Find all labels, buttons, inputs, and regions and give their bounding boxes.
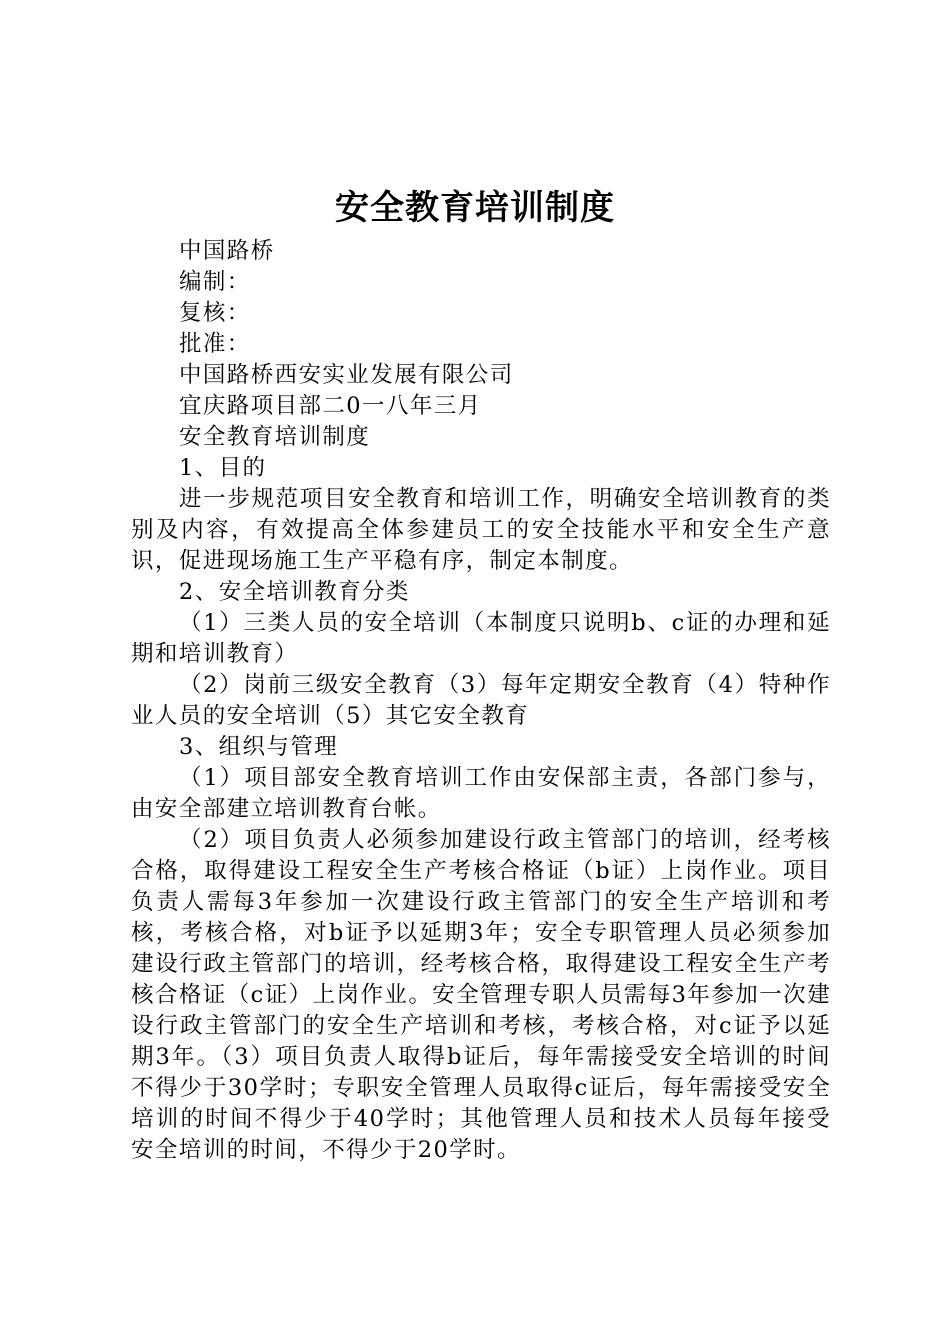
project-department-date: 宜庆路项目部二0一八年三月 (179, 393, 482, 419)
classification-item-1: （1）三类人员的安全培训（本制度只说明b、c证的办理和延期和培训教育） (131, 610, 831, 667)
section-purpose-text: 进一步规范项目安全教育和培训工作，明确安全培训教育的类别及内容，有效提高全体参建员工的安全技能水平和安全生产意识，促进现场施工生产平稳有序，制定本制度。 (131, 486, 831, 574)
document-body (131, 236, 831, 1166)
classification-item-2: （2）岗前三级安全教育（3）每年定期安全教育（4）特种作业人员的安全培训（5）其它安全教育 (131, 672, 831, 729)
document-title: 安全教育培训制度 (335, 188, 615, 228)
reviewed-by-label: 复核： (179, 300, 251, 326)
management-item-2: （2）项目负责人必须参加建设行政主管部门的培训，经考核合格，取得建设工程安全生产考核合格证（b证）上岗作业。项目负责人需每3年参加一次建设行政主管部门的安全生产培训和考核，考核合格，对b证予以延期3年；安全专职管理人员必须参加建设行政主管部门的培训，经考核合格，取得建设工程安全生产考核合格证（c证）上岗作业。安全管理专职人员需每3年参加一次建设行政主管部门的安全生产培训和考核，考核合格，对c证予以延期3年。（3）项目负责人取得b证后，每年需接受安全培训的时间不得少于30学时；专职安全管理人员取得c证后，每年需接受安全培训的时间不得少于40学时；其他管理人员和技术人员每年接受安全培训的时间，不得少于20学时。 (131, 827, 831, 1163)
section-classification-heading: 2、安全培训教育分类 (179, 579, 410, 605)
company-full-name: 中国路桥西安实业发展有限公司 (179, 362, 514, 388)
approved-by-label: 批准： (179, 331, 251, 357)
compiled-by-label: 编制： (179, 269, 251, 295)
document-subtitle: 安全教育培训制度 (179, 424, 371, 450)
management-item-1: （1）项目部安全教育培训工作由安保部主责，各部门参与，由安全部建立培训教育台帐。 (131, 765, 831, 822)
company-short-name: 中国路桥 (179, 238, 275, 264)
section-purpose-heading: 1、目的 (179, 455, 267, 481)
section-management-heading: 3、组织与管理 (179, 734, 339, 760)
